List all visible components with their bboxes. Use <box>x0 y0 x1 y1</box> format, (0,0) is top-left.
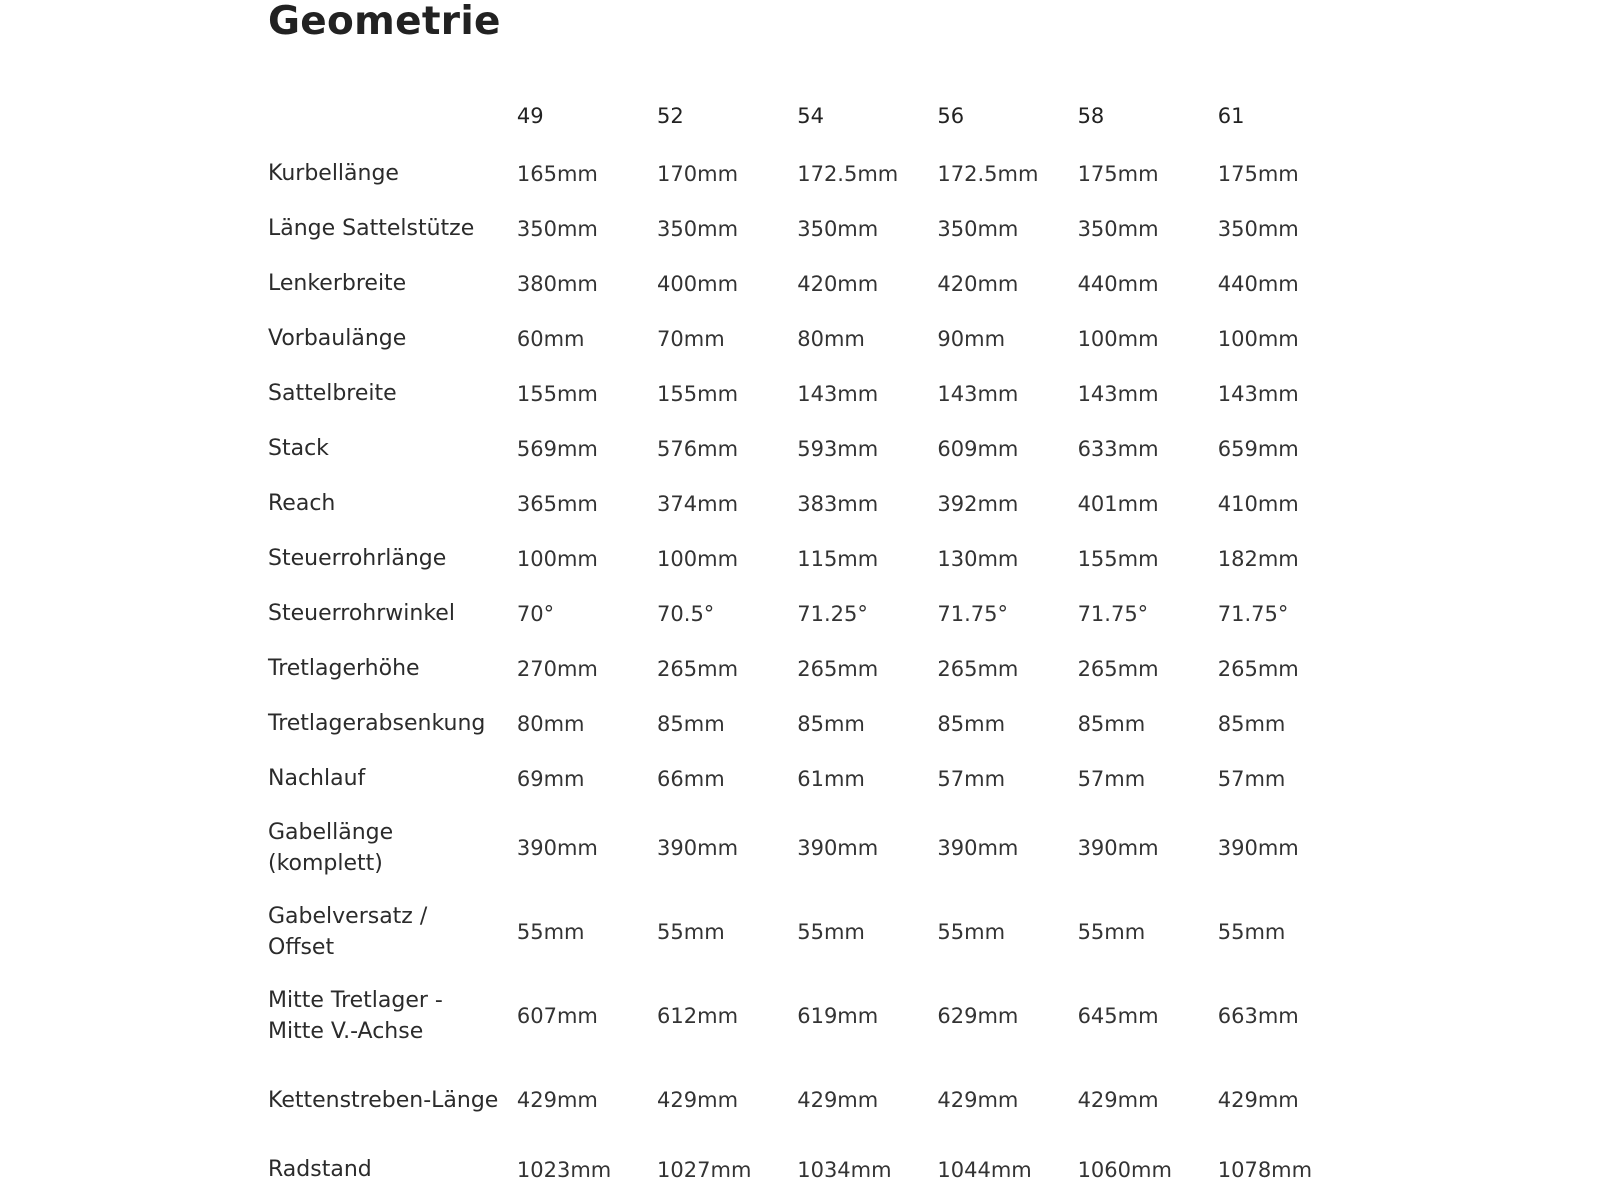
cell-value: 619mm <box>797 1004 879 1028</box>
cell-value: 100mm <box>516 546 598 571</box>
cell-value: 429mm <box>937 1088 1019 1112</box>
cell-value: 380mm <box>516 271 598 296</box>
row-label: Nachlauf <box>268 765 366 791</box>
cell-value: 350mm <box>516 216 598 241</box>
cell-value: 170mm <box>657 161 739 186</box>
column-header-size-61: 61 <box>1217 104 1245 128</box>
cell-value: 607mm <box>516 1004 598 1028</box>
cell-value: 612mm <box>657 1004 739 1028</box>
cell-value: 100mm <box>1217 326 1299 351</box>
column-header-size-54: 54 <box>797 104 824 128</box>
cell-value: 440mm <box>1217 271 1299 296</box>
row-label: Kurbellänge <box>268 160 399 186</box>
cell-value: 383mm <box>797 491 879 516</box>
cell-value: 429mm <box>1217 1088 1299 1112</box>
cell-value: 143mm <box>797 381 879 406</box>
cell-value: 85mm <box>797 711 865 736</box>
row-label: Mitte Tretlager - Mitte V.-Achse <box>268 988 443 1044</box>
row-label: Radstand <box>268 1156 372 1182</box>
cell-value: 60mm <box>516 326 585 351</box>
cell-value: 633mm <box>1077 436 1159 461</box>
cell-value: 390mm <box>1077 836 1159 860</box>
table-row <box>268 366 1358 421</box>
cell-value: 80mm <box>797 326 865 351</box>
cell-value: 390mm <box>937 836 1019 860</box>
cell-value: 71.75° <box>1077 601 1149 626</box>
table-row <box>268 1142 1358 1197</box>
cell-value: 270mm <box>516 656 598 681</box>
cell-value: 182mm <box>1217 546 1299 571</box>
cell-value: 71.75° <box>1217 601 1289 626</box>
cell-value: 350mm <box>657 216 739 241</box>
cell-value: 71.25° <box>797 601 868 626</box>
table-row <box>268 421 1358 476</box>
table-row <box>268 641 1358 696</box>
cell-value: 1044mm <box>937 1157 1032 1182</box>
cell-value: 71.75° <box>937 601 1009 626</box>
row-label: Steuerrohrwinkel <box>268 600 455 626</box>
cell-value: 55mm <box>937 920 1006 944</box>
row-label: Tretlagerabsenkung <box>268 710 486 736</box>
row-label: Kettenstreben-Länge <box>268 1087 499 1113</box>
cell-value: 57mm <box>937 766 1006 791</box>
cell-value: 390mm <box>657 836 739 860</box>
cell-value: 175mm <box>1217 161 1299 186</box>
cell-value: 85mm <box>1077 711 1146 736</box>
cell-value: 155mm <box>657 381 739 406</box>
cell-value: 80mm <box>516 711 585 736</box>
cell-value: 61mm <box>797 766 865 791</box>
header-corner <box>268 86 517 146</box>
cell-value: 401mm <box>1077 491 1159 516</box>
cell-value: 365mm <box>516 491 598 516</box>
cell-value: 265mm <box>797 656 879 681</box>
cell-value: 429mm <box>797 1088 879 1112</box>
column-header-size-56: 56 <box>937 104 965 128</box>
cell-value: 265mm <box>1077 656 1159 681</box>
table-row <box>268 476 1358 531</box>
column-header-size-52: 52 <box>657 104 684 128</box>
row-label: Lenkerbreite <box>268 270 407 296</box>
cell-value: 410mm <box>1217 491 1299 516</box>
cell-value: 392mm <box>937 491 1019 516</box>
cell-value: 55mm <box>516 920 585 944</box>
cell-value: 390mm <box>516 836 598 860</box>
cell-value: 429mm <box>657 1088 739 1112</box>
cell-value: 609mm <box>937 436 1019 461</box>
cell-value: 57mm <box>1217 766 1286 791</box>
row-label: Reach <box>268 490 336 516</box>
cell-value: 440mm <box>1077 271 1159 296</box>
cell-value: 172.5mm <box>937 161 1039 186</box>
table-row <box>268 1058 1358 1142</box>
table-row <box>268 256 1358 311</box>
table-header <box>268 86 1358 146</box>
cell-value: 100mm <box>1077 326 1159 351</box>
cell-value: 100mm <box>657 546 739 571</box>
table-row <box>268 146 1358 201</box>
cell-value: 350mm <box>797 216 879 241</box>
table-row <box>268 751 1358 806</box>
table-body <box>268 146 1358 1197</box>
cell-value: 420mm <box>797 271 879 296</box>
cell-value: 593mm <box>797 436 879 461</box>
cell-value: 90mm <box>937 326 1006 351</box>
cell-value: 57mm <box>1077 766 1146 791</box>
table-row <box>268 311 1358 366</box>
row-label: Steuerrohrlänge <box>268 545 447 571</box>
table-row <box>268 806 1358 890</box>
cell-value: 155mm <box>516 381 598 406</box>
cell-value: 70mm <box>657 326 725 351</box>
column-header-size-49: 49 <box>516 104 544 128</box>
cell-value: 663mm <box>1217 1004 1299 1028</box>
cell-value: 115mm <box>797 546 879 571</box>
cell-value: 350mm <box>1077 216 1159 241</box>
cell-value: 85mm <box>937 711 1006 736</box>
row-label: Tretlagerhöhe <box>268 655 420 681</box>
cell-value: 374mm <box>657 491 739 516</box>
cell-value: 1023mm <box>516 1157 612 1182</box>
cell-value: 70.5° <box>657 601 715 626</box>
table-row <box>268 531 1358 586</box>
cell-value: 69mm <box>516 766 585 791</box>
table-row <box>268 201 1358 256</box>
cell-value: 645mm <box>1077 1004 1159 1028</box>
cell-value: 659mm <box>1217 436 1299 461</box>
cell-value: 350mm <box>1217 216 1299 241</box>
row-label: Gabellänge (komplett) <box>268 820 394 876</box>
cell-value: 55mm <box>1217 920 1286 944</box>
table-row <box>268 696 1358 751</box>
cell-value: 55mm <box>1077 920 1146 944</box>
cell-value: 429mm <box>1077 1088 1159 1112</box>
cell-value: 130mm <box>937 546 1019 571</box>
table-row <box>268 890 1358 974</box>
cell-value: 1027mm <box>657 1157 752 1182</box>
cell-value: 143mm <box>937 381 1019 406</box>
cell-value: 576mm <box>657 436 739 461</box>
cell-value: 143mm <box>1077 381 1159 406</box>
cell-value: 85mm <box>1217 711 1286 736</box>
cell-value: 66mm <box>657 766 725 791</box>
cell-value: 1034mm <box>797 1157 892 1182</box>
row-label: Sattelbreite <box>268 380 397 406</box>
cell-value: 350mm <box>937 216 1019 241</box>
cell-value: 265mm <box>1217 656 1299 681</box>
cell-value: 175mm <box>1077 161 1159 186</box>
column-header-size-58: 58 <box>1077 104 1105 128</box>
cell-value: 420mm <box>937 271 1019 296</box>
row-label: Länge Sattelstütze <box>268 215 475 241</box>
cell-value: 400mm <box>657 271 739 296</box>
header-row <box>268 86 1358 146</box>
page-title: Geometrie <box>268 0 501 44</box>
cell-value: 390mm <box>797 836 879 860</box>
cell-value: 165mm <box>516 161 598 186</box>
cell-value: 85mm <box>657 711 725 736</box>
cell-value: 172.5mm <box>797 161 899 186</box>
geometry-table <box>268 86 1358 1197</box>
cell-value: 1060mm <box>1077 1157 1172 1182</box>
cell-value: 265mm <box>937 656 1019 681</box>
cell-value: 265mm <box>657 656 739 681</box>
cell-value: 390mm <box>1217 836 1299 860</box>
cell-value: 55mm <box>797 920 865 944</box>
cell-value: 55mm <box>657 920 725 944</box>
table-row <box>268 974 1358 1058</box>
row-label: Stack <box>268 435 329 461</box>
cell-value: 1078mm <box>1217 1157 1313 1182</box>
cell-value: 70° <box>516 601 555 626</box>
cell-value: 629mm <box>937 1004 1019 1028</box>
cell-value: 569mm <box>516 436 598 461</box>
row-label: Vorbaulänge <box>268 325 407 351</box>
cell-value: 429mm <box>516 1088 598 1112</box>
cell-value: 143mm <box>1217 381 1299 406</box>
table-row <box>268 586 1358 641</box>
cell-value: 155mm <box>1077 546 1159 571</box>
row-label: Gabelversatz / Offset <box>268 904 428 960</box>
